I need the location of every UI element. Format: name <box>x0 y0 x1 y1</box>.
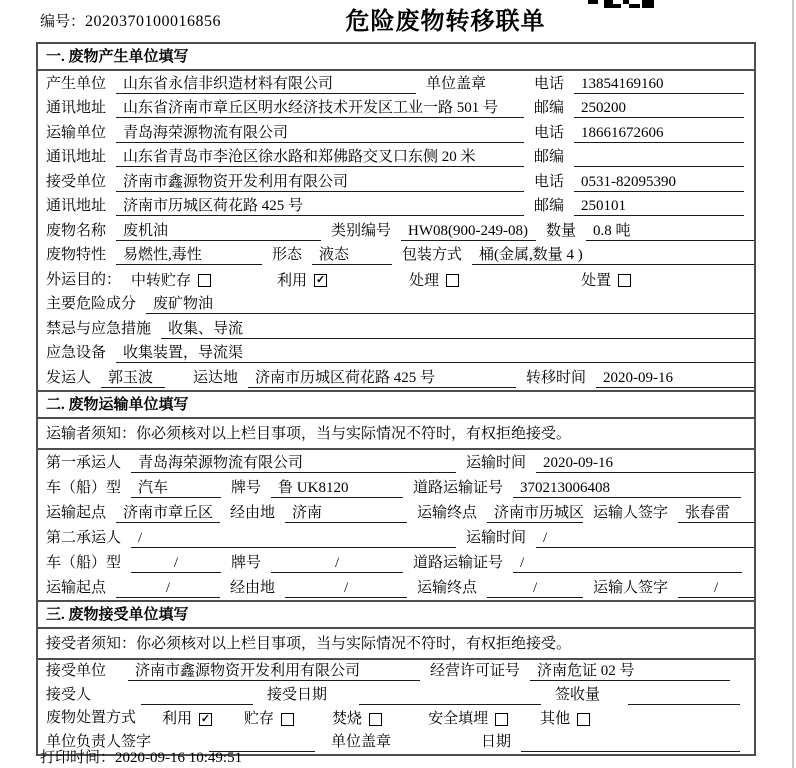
field-label: 经由地 <box>230 504 276 521</box>
disposal-other-checkbox <box>577 713 590 726</box>
disposal-utilize-label: 利用 <box>162 711 193 727</box>
disposal-incinerate-checkbox <box>369 713 382 726</box>
disposal-utilize <box>162 711 212 728</box>
field-label: 日期 <box>481 733 512 750</box>
waste-property-row <box>38 243 754 268</box>
receiver-person-row <box>38 683 754 707</box>
receiver-name-value: 济南市鑫源物资开发利用有限公司 <box>123 173 349 190</box>
receiver-postcode-value: 250101 <box>581 198 626 214</box>
purpose-utilize <box>277 273 327 290</box>
receiver-address <box>116 198 524 216</box>
section-header: 三. 废物接受单位填写 <box>38 600 754 629</box>
field-label: 转移时间 <box>526 369 587 386</box>
page-right-edge <box>792 0 794 768</box>
receiver-address-row <box>38 194 754 219</box>
field-label: 电话 <box>533 173 564 190</box>
purpose-dispose-label: 处置 <box>581 272 612 289</box>
second-carrier-row <box>38 525 754 550</box>
second-carrier-name <box>131 530 456 548</box>
first-carrier-name <box>131 455 456 473</box>
field-label: 运输时间 <box>466 454 527 471</box>
receiving-unit-name <box>128 663 420 681</box>
purpose-utilize-checkbox: ✓ <box>315 274 326 286</box>
transporter-address-row <box>38 145 754 170</box>
field-label: 主要危险成分 <box>46 296 137 312</box>
transporter-address <box>116 149 524 167</box>
second-route-end-value: / <box>532 579 538 596</box>
destination-value: 济南市历城区荷花路 425 号 <box>255 369 436 386</box>
first-route-end-value: 济南市历城区 <box>494 504 585 521</box>
first-road-permit-value: 370213006408 <box>520 479 611 496</box>
second-road-permit <box>513 555 742 573</box>
emergency-equipment-value: 收集装置，导流渠 <box>123 345 244 361</box>
receiving-unit-name-value: 济南市鑫源物资开发利用有限公司 <box>135 663 361 679</box>
field-label: 运输起点 <box>46 504 107 521</box>
receiver-person-value <box>141 703 152 704</box>
purpose-treat-label: 处理 <box>409 272 440 289</box>
main-hazard-row <box>38 292 754 317</box>
waste-packaging <box>472 247 754 265</box>
disposal-landfill-checkbox <box>495 713 508 726</box>
second-road-permit-value: / <box>520 554 525 571</box>
second-transport-date-value: / <box>543 529 548 546</box>
field-label: 接受日期 <box>267 686 328 703</box>
second-vehicle-type-value: / <box>173 554 179 571</box>
field-label: 运输单位 <box>46 124 107 141</box>
receive-date <box>359 703 541 705</box>
section-transport <box>38 390 754 600</box>
producer-postcode-value: 250200 <box>581 100 626 116</box>
section-receive <box>38 600 754 754</box>
field-label: 邮编 <box>533 100 564 116</box>
section-producer <box>38 44 754 390</box>
waste-name-value: 废机油 <box>123 222 169 239</box>
field-label: 发运人 <box>46 369 92 386</box>
second-plate-number-value: / <box>334 554 340 571</box>
second-carrier-signature <box>678 580 754 598</box>
producer-postcode <box>574 100 744 118</box>
field-label: 经由地 <box>230 579 276 596</box>
stamp-date <box>521 750 740 752</box>
field-label: 第二承运人 <box>46 529 122 546</box>
field-label: 通讯地址 <box>46 100 107 116</box>
first-transport-date <box>536 455 754 473</box>
waste-name <box>116 223 321 241</box>
receiver-postcode <box>574 198 744 216</box>
second-route-start-value: / <box>165 579 171 596</box>
receiver-name <box>116 174 524 192</box>
disposal-method-row <box>38 707 754 731</box>
consignor-name <box>101 370 165 388</box>
field-label: 形态 <box>272 247 303 263</box>
field-label: 电话 <box>533 75 564 92</box>
field-label: 运输时间 <box>466 529 527 546</box>
transporter-name-value: 青岛海荣源物流有限公司 <box>123 124 289 141</box>
field-label: 电话 <box>533 124 564 141</box>
receiver-person <box>141 703 253 705</box>
field-label: 包装方式 <box>402 247 463 263</box>
consignor-name-value: 郭玉波 <box>108 369 154 386</box>
field-label: 运输起点 <box>46 579 107 596</box>
second-route-via-value: / <box>343 579 349 596</box>
disposal-incinerate <box>332 711 382 728</box>
print-time-value: 2020-09-16 10:49:51 <box>115 750 243 766</box>
second-route-via <box>285 580 407 598</box>
producer-phone-value: 13854169160 <box>581 75 664 92</box>
field-label: 运输终点 <box>417 504 478 521</box>
first-carrier-name-value: 青岛海荣源物流有限公司 <box>138 454 304 471</box>
first-route-start <box>116 505 220 523</box>
producer-address-value: 山东省济南市章丘区明水经济技术开发区工业一路 501 号 <box>123 100 499 116</box>
stamp-date-value <box>521 750 532 751</box>
field-label: 废物特性 <box>46 247 107 263</box>
first-route-row <box>38 500 754 525</box>
waste-packaging-value: 桶(金属,数量 4 ) <box>479 247 583 263</box>
disposal-other <box>540 711 590 728</box>
disposal-incinerate-label: 焚烧 <box>332 711 363 727</box>
disposal-landfill <box>428 711 508 728</box>
field-label: 单位盖章 <box>426 75 487 92</box>
waste-category-code-value: HW08(900-249-08) <box>408 222 529 239</box>
transporter-postcode-value <box>574 165 585 166</box>
second-carrier-name-value: / <box>138 529 143 546</box>
field-label: 应急设备 <box>46 345 107 361</box>
field-label: 外运目的： <box>46 271 122 288</box>
field-label: 废物处置方式 <box>46 710 137 726</box>
producer-phone <box>574 76 744 94</box>
first-route-via <box>285 505 407 523</box>
emergency-equipment <box>116 345 754 363</box>
waste-property <box>116 247 262 265</box>
first-route-via-value: 济南 <box>292 504 323 521</box>
receive-date-value <box>359 703 370 704</box>
producer-unit-row <box>38 71 754 96</box>
transfer-purpose-row <box>38 267 754 292</box>
disposal-landfill-label: 安全填埋 <box>428 711 489 727</box>
first-plate-number <box>271 480 403 498</box>
first-vehicle-type-value: 汽车 <box>138 479 169 496</box>
field-label: 接受人 <box>46 686 92 703</box>
field-label: 邮编 <box>533 198 564 214</box>
first-vehicle-type <box>131 480 221 498</box>
disposal-storage-checkbox <box>281 713 294 726</box>
field-label: 接受单位 <box>46 663 107 679</box>
first-carrier-signature <box>678 505 754 523</box>
field-label: 运输人签字 <box>593 579 669 596</box>
first-carrier-row <box>38 450 754 475</box>
producer-address-row <box>38 96 754 121</box>
field-label: 经营许可证号 <box>430 663 521 679</box>
received-quantity <box>628 703 740 705</box>
producer-name <box>116 76 416 94</box>
emergency-measures-value: 收集、导流 <box>168 320 244 337</box>
business-license-number-value: 济南危证 02 号 <box>537 663 635 679</box>
field-label: 通讯地址 <box>46 198 107 214</box>
waste-quantity-value: 0.8 吨 <box>593 222 631 239</box>
business-license-number <box>530 663 730 681</box>
field-label: 签收量 <box>555 686 601 703</box>
main-hazard-value: 废矿物油 <box>153 296 214 312</box>
receiver-phone <box>574 174 744 192</box>
receiver-address-value: 济南市历城区荷花路 425 号 <box>123 198 304 214</box>
field-label: 数量 <box>546 222 577 239</box>
section-header: 二. 废物运输单位填写 <box>38 390 754 419</box>
first-road-permit <box>513 480 741 498</box>
transporter-phone-value: 18661672606 <box>581 124 664 141</box>
field-label: 牌号 <box>231 479 262 496</box>
second-vehicle-type <box>131 555 221 573</box>
field-label: 类别编号 <box>331 222 392 239</box>
disposal-other-label: 其他 <box>540 711 571 727</box>
waste-category-code <box>401 223 536 241</box>
purpose-treat <box>409 273 459 290</box>
transfer-date-value: 2020-09-16 <box>603 369 674 386</box>
field-label: 单位盖章 <box>331 733 392 750</box>
field-label: 邮编 <box>533 149 564 165</box>
serial-number: 2020370100016856 <box>85 13 222 30</box>
section-note: 接受者须知：你必须核对以上栏目事项，当与实际情况不符时，有权拒绝接受。 <box>38 629 754 660</box>
second-route-end <box>487 580 583 598</box>
first-vehicle-row <box>38 475 754 500</box>
field-label: 车（船）型 <box>46 554 122 571</box>
purpose-dispose-checkbox <box>618 274 631 287</box>
second-route-row <box>38 575 754 600</box>
disposal-utilize-checkbox: ✓ <box>200 712 211 725</box>
receiver-unit-row <box>38 169 754 194</box>
field-label: 废物名称 <box>46 222 107 239</box>
field-label: 道路运输证号 <box>413 479 504 496</box>
field-label: 道路运输证号 <box>413 554 504 571</box>
waste-quantity <box>586 223 754 241</box>
section-header: 一. 废物产生单位填写 <box>38 44 754 71</box>
waste-form <box>312 247 392 265</box>
receiver-phone-value: 0531-82095390 <box>581 173 676 190</box>
emergency-equipment-row <box>38 341 754 366</box>
main-hazard <box>146 296 754 314</box>
emergency-measures <box>161 321 754 339</box>
second-carrier-signature-value: / <box>713 579 719 596</box>
purpose-dispose <box>581 273 631 290</box>
field-label: 运输人签字 <box>593 504 669 521</box>
producer-name-value: 山东省永信非织造材料有限公司 <box>123 75 334 92</box>
print-time-line <box>40 746 242 767</box>
received-quantity-value <box>628 703 639 704</box>
field-label: 第一承运人 <box>46 454 122 471</box>
purpose-transit-storage <box>131 273 211 290</box>
waste-property-value: 易燃性,毒性 <box>123 247 202 263</box>
disposal-storage <box>244 711 294 728</box>
field-label: 运达地 <box>193 369 239 386</box>
transfer-date <box>596 370 754 388</box>
transporter-name <box>116 125 524 143</box>
field-label: 通讯地址 <box>46 149 107 165</box>
second-plate-number <box>271 555 403 573</box>
first-route-start-value: 济南市章丘区 <box>123 504 214 521</box>
purpose-transit-storage-checkbox <box>198 274 211 287</box>
second-route-start <box>116 580 220 598</box>
field-label: 单位负责人签字 <box>46 733 152 750</box>
section-note: 运输者须知：你必须核对以上栏目事项，当与实际情况不符时，有权拒绝接受。 <box>38 419 754 450</box>
disposal-storage-label: 贮存 <box>244 711 275 727</box>
page-title: 危险废物转移联单 <box>345 9 546 35</box>
field-label: 禁忌与应急措施 <box>46 320 152 337</box>
field-label: 接受单位 <box>46 173 107 190</box>
emergency-measures-row <box>38 316 754 341</box>
transporter-address-value: 山东省青岛市李沧区徐水路和郑佛路交叉口东侧 20 米 <box>123 149 476 165</box>
manifest-form-table <box>36 42 756 756</box>
second-vehicle-row <box>38 550 754 575</box>
transporter-phone <box>574 125 744 143</box>
first-plate-number-value: 鲁 UK8120 <box>278 479 349 496</box>
serial-label: 编号： <box>40 14 86 30</box>
waste-form-value: 液态 <box>319 247 350 263</box>
purpose-transit-storage-label: 中转贮存 <box>131 272 192 289</box>
waste-name-row <box>38 218 754 243</box>
first-transport-date-value: 2020-09-16 <box>543 454 614 471</box>
purpose-utilize-label: 利用 <box>277 272 308 289</box>
field-label: 产生单位 <box>46 75 107 92</box>
first-carrier-signature-value: 张春雷 <box>685 504 731 521</box>
producer-address <box>116 100 524 118</box>
transporter-postcode <box>574 165 744 167</box>
field-label: 运输终点 <box>417 579 478 596</box>
consignor-row <box>38 365 754 390</box>
transporter-unit-row <box>38 120 754 145</box>
first-route-end <box>487 505 583 523</box>
receiving-unit-row <box>38 660 754 684</box>
second-transport-date <box>536 530 754 548</box>
field-label: 车（船）型 <box>46 479 122 496</box>
purpose-treat-checkbox <box>446 274 459 287</box>
destination <box>248 370 516 388</box>
print-time-label: 打印时间： <box>40 750 116 766</box>
field-label: 牌号 <box>231 554 262 571</box>
